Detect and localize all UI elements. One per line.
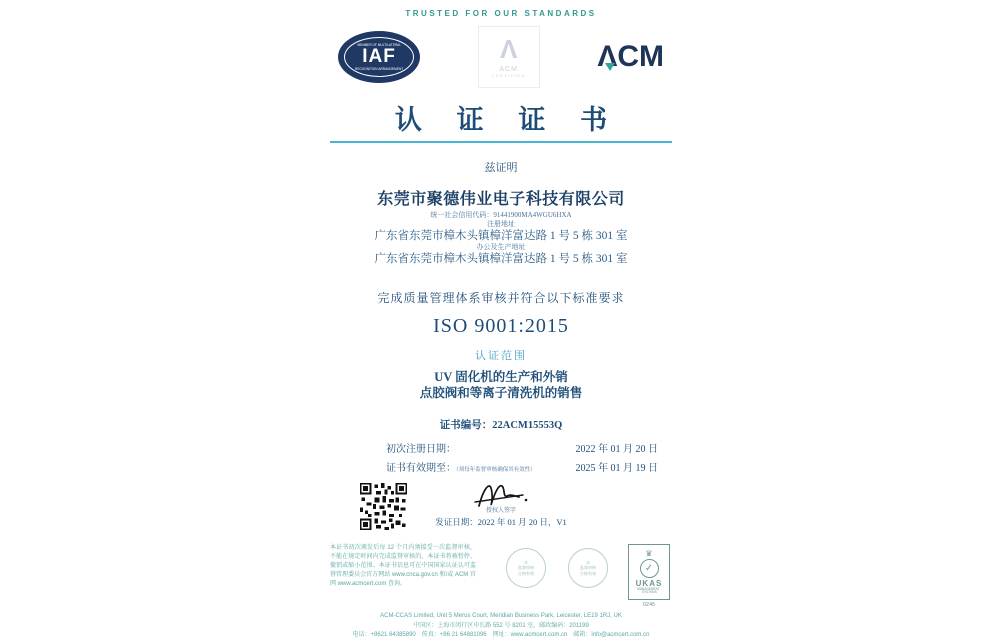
issue-date: 发证日期：2022 年 01 月 20 日，V1 <box>435 517 567 528</box>
bottom-row <box>330 544 672 608</box>
iaf-rim-top: MEMBER OF MULTILATERAL <box>357 42 401 47</box>
validity-labels <box>386 459 536 474</box>
ukas-sub1: MANAGEMENT <box>637 586 661 591</box>
acm-watermark-icon: Λ <box>499 34 518 64</box>
stamp2-line2: 监督审核 <box>579 565 597 571</box>
signature-zone <box>330 480 672 538</box>
footer-line-1: ACM-CCAS Limited, Unit 5 Merus Court, Meridian Business Park, Leicester, LE19 1RJ, UK <box>380 613 622 620</box>
footer-line-3: 电话：+8621 64385890 传真：+86 21 64881096 网址：www.acmcert.com.cn 邮箱：info@acmcert.com.cn <box>352 631 650 638</box>
scope-line-2: 点胶阀和等离子清洗机的销售 <box>419 385 583 400</box>
acm-logo-text: ΛCM <box>597 40 664 73</box>
stamp2-line1: ② <box>586 559 590 565</box>
validity-note: （须每年监督审核确保其有效性） <box>456 467 536 474</box>
standard-name: ISO 9001:2015 <box>433 315 569 338</box>
office-address: 广东省东莞市樟木头镇樟洋富达路 1 号 5 栋 301 室 <box>374 253 628 266</box>
footer <box>330 612 672 640</box>
validity-label: 证书有效期至： <box>386 463 456 475</box>
signature-label: 授权人签字 <box>485 508 516 515</box>
signature <box>465 480 537 508</box>
acm-logo-triangle-icon <box>605 63 615 71</box>
iaf-rim-bottom: RECOGNITION ARRANGEMENT <box>354 66 404 71</box>
ukas-check-icon: ✓ <box>640 559 659 578</box>
stamp2-line3: 合格有效 <box>579 571 597 577</box>
initial-date-label: 初次注册日期： <box>386 444 456 456</box>
scope-line-1: UV 固化机的生产和外销 <box>434 370 568 385</box>
ukas-name: UKAS <box>635 578 663 588</box>
acm-watermark-line1: ACM <box>499 66 518 73</box>
certificate-body <box>330 0 672 638</box>
supervision-stamp-1 <box>506 548 546 588</box>
fineprint: 本证书初次颁发后每 12 个月内须接受一次监督审核，不能在规定时间内完成监督审核的，本证书将被暂停、撤销或缩小范围。本证书信息可在中国国家认证认可监督管理委员会官方网站 www.cnca.gov.cn 和/或 ACM 官网 www.acmcert.com 查询。 <box>330 545 476 588</box>
tagline: TRUSTED FOR OUR STANDARDS <box>405 9 597 18</box>
certificate-title: 认 证 证 书 <box>394 105 622 135</box>
ukas-badge <box>628 544 670 608</box>
scope-label: 认证范围 <box>475 350 527 363</box>
title-divider <box>330 141 672 143</box>
ukas-sub2: SYSTEMS <box>641 590 657 595</box>
ukas-box <box>628 544 670 600</box>
signature-block <box>330 480 672 528</box>
iaf-label: IAF <box>362 46 396 68</box>
logo-row <box>330 26 672 88</box>
validity-date-value: 2025 年 01 月 19 日 <box>575 463 658 475</box>
stamp1-line2: 监督审核 <box>517 565 535 571</box>
registered-address: 广东省东莞市樟木头镇樟洋富达路 1 号 5 栋 301 室 <box>374 229 628 242</box>
office-address-label: 办公及生产地址 <box>476 243 526 252</box>
stamp1-line3: 合格有效 <box>517 571 535 577</box>
credit-code: 统一社会信用代码：91441900MA4WGU6HXA <box>430 211 572 219</box>
supervision-stamp-2 <box>568 548 608 588</box>
initial-date-row <box>330 440 672 455</box>
validity-date-row <box>330 459 672 474</box>
stamp1-line1: ① <box>524 559 528 565</box>
audit-statement: 完成质量管理体系审核并符合以下标准要求 <box>377 291 625 306</box>
scope-lines <box>330 370 672 401</box>
supervision-stamps <box>506 548 608 588</box>
iaf-logo <box>338 31 420 83</box>
footer-line-2: 中国区：上海市闵行区申长路 552 号 8201 室，邮政编码：201199 <box>413 622 589 629</box>
acm-certified-watermark <box>478 26 540 88</box>
certify-intro: 兹证明 <box>484 162 518 174</box>
certificate-number: 证书编号：22ACM15553Q <box>439 420 563 432</box>
ukas-crown-icon: ♛ <box>645 548 653 558</box>
registered-address-label: 注册地址 <box>487 219 515 228</box>
initial-date-value: 2022 年 01 月 20 日 <box>575 444 658 456</box>
company-name: 东莞市聚德伟业电子科技有限公司 <box>377 191 625 208</box>
ukas-code: 0245 <box>642 602 656 609</box>
acm-logo <box>597 42 664 72</box>
acm-watermark-line2: CERTIFIED <box>491 73 526 78</box>
